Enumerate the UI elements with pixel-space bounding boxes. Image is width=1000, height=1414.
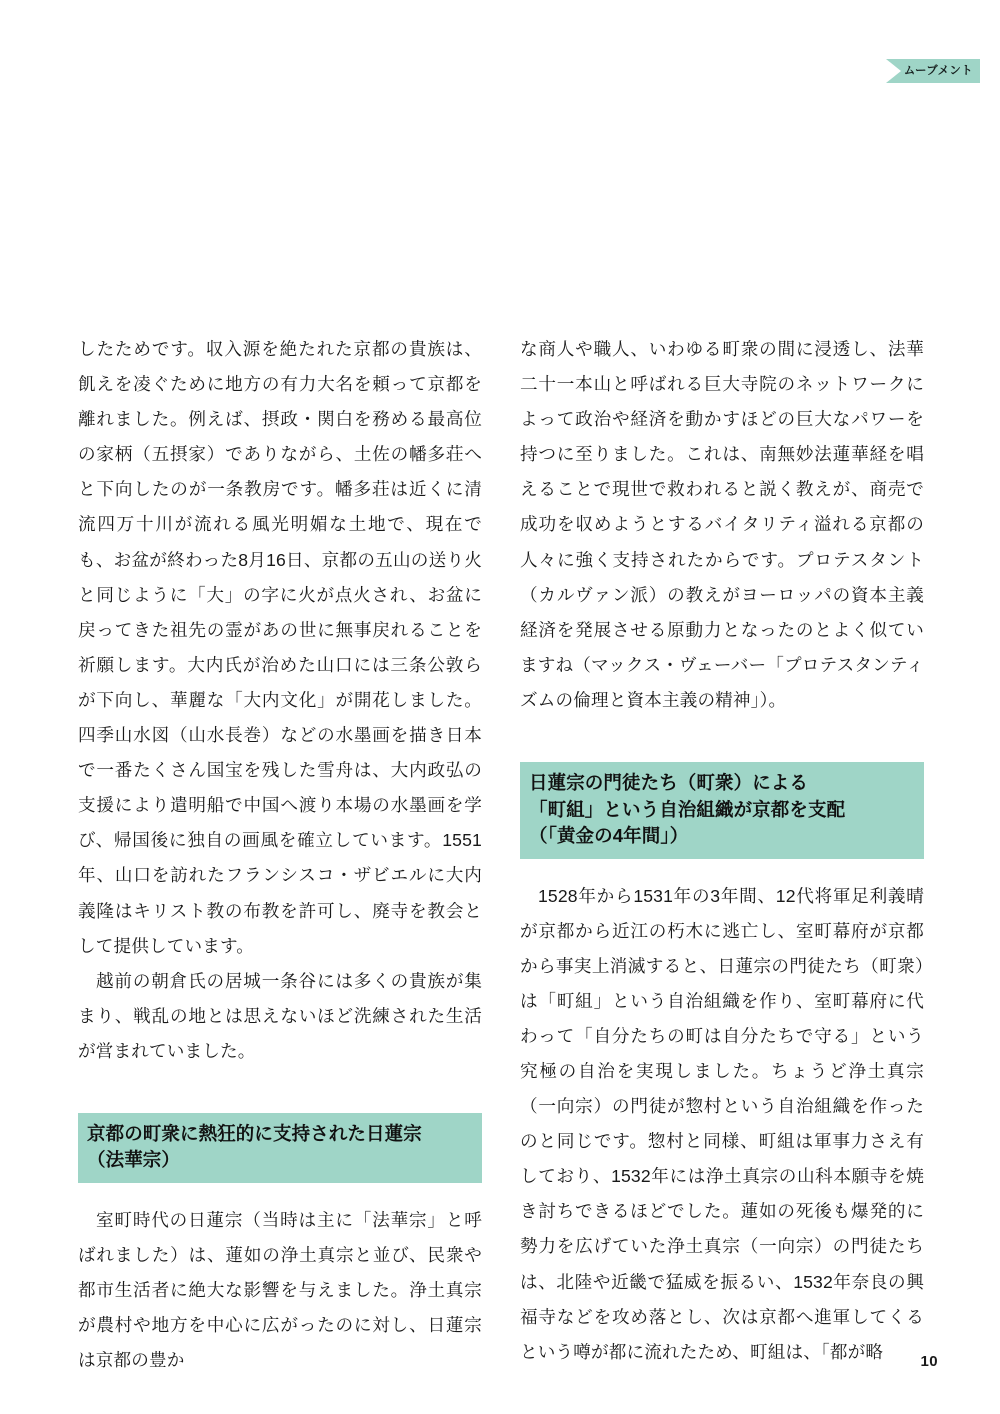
paragraph: 室町時代の日蓮宗（当時は主に「法華宗」と呼ばれました）は、蓮如の浄土真宗と並び、民衆や都市生活者に絶大な影響を与えました。浄土真宗が農村や地方を中心に広がったのに対し、日蓮宗は京都の豊か xyxy=(78,1209,482,1371)
right-column xyxy=(520,332,924,1362)
left-column xyxy=(78,332,482,1371)
spacer xyxy=(78,1069,482,1113)
spacer xyxy=(520,859,924,879)
section-heading-line: （「黄金の4年間」） xyxy=(529,825,689,847)
paragraph: 越前の朝倉氏の居城一条谷には多くの貴族が集まり、戦乱の地とは思えないほど洗練された生活が営まれていました。 xyxy=(78,970,482,1061)
paragraph: な商人や職人、いわゆる町衆の間に浸透し、法華二十一本山と呼ばれる巨大寺院のネットワークによって政治や経済を動かすほどの巨大なパワーを持つに至りました。これは、南無妙法蓮華経を唱えることで現世で救われると説く教えが、商売で成功を収めようとするバイタリティ溢れる京都の人々に強く支持されたからです。プロテスタント（カルヴァン派）の教えがヨーロッパの資本主義経済を発展させる原動力となったのとよく似ていますね（マックス・ヴェーバー「プロテスタンティズムの倫理と資本主義の精神」）。 xyxy=(520,339,924,710)
page-number: 10 xyxy=(920,1353,938,1370)
paragraph: 1528年から1531年の3年間、12代将軍足利義晴が京都から近江の朽木に逃亡し、室町幕府が京都から事実上消滅すると、日蓮宗の門徒たち（町衆）は「町組」という自治組織を作り、室町幕府に代わって「自分たちの町は自分たちで守る」という究極の自治を実現しました。ちょうど浄土真宗（一向宗）の門徒が惣村という自治組織を作ったのと同じです。惣村と同様、町組は軍事力さえ有しており、1532年には浄土真宗の山科本願寺を焼き討ちできるほどでした。蓮如の死後も爆発的に勢力を広げていた浄土真宗（一向宗）の門徒たちは、北陸や近畿で猛威を振るい、1532年奈良の興福寺などを攻め落とし、次は京都へ進軍してくるという噂が都に流れたため、町組は、「都が略 xyxy=(520,885,924,1362)
running-head-label: ムーブメント xyxy=(903,65,973,77)
chevron-notch-icon xyxy=(884,59,901,83)
section-heading xyxy=(78,1113,482,1183)
section-heading xyxy=(520,762,924,859)
section-heading-line: （法華宗） xyxy=(87,1149,181,1171)
spacer xyxy=(520,718,924,762)
section-heading-line: 京都の町衆に熱狂的に支持された日蓮宗 xyxy=(87,1122,422,1144)
body-columns xyxy=(78,332,924,1371)
section-heading-line: 日蓮宗の門徒たち（町衆）による xyxy=(529,772,809,794)
spacer xyxy=(78,1183,482,1203)
paragraph: したためです。収入源を絶たれた京都の貴族は、飢えを凌ぐために地方の有力大名を頼って京都を離れました。例えば、摂政・関白を務める最高位の家柄（五摂家）でありながら、土佐の幡多荘へと下向したのが一条教房です。幡多荘は近くに清流四万十川が流れる風光明媚な土地で、現在でも、お盆が終わった8月16日、京都の五山の送り火と同じように「大」の字に火が点火され、お盆に戻ってきた祖先の霊があの世に無事戻れることを祈願します。大内氏が治めた山口には三条公敦らが下向し、華麗な「大内文化」が開花しました。四季山水図（山水長巻）などの水墨画を描き日本で一番たくさん国宝を残した雪舟は、大内政弘の支援により遣明船で中国へ渡り本場の水墨画を学び、帰国後に独自の画風を確立しています。1551年、山口を訪れたフランシスコ・ザビエルに大内義隆はキリスト教の布教を許可し、廃寺を教会として提供しています。 xyxy=(78,339,482,956)
running-head-tab xyxy=(884,59,980,83)
section-heading-line: 「町組」という自治組織が京都を支配 xyxy=(529,798,846,820)
